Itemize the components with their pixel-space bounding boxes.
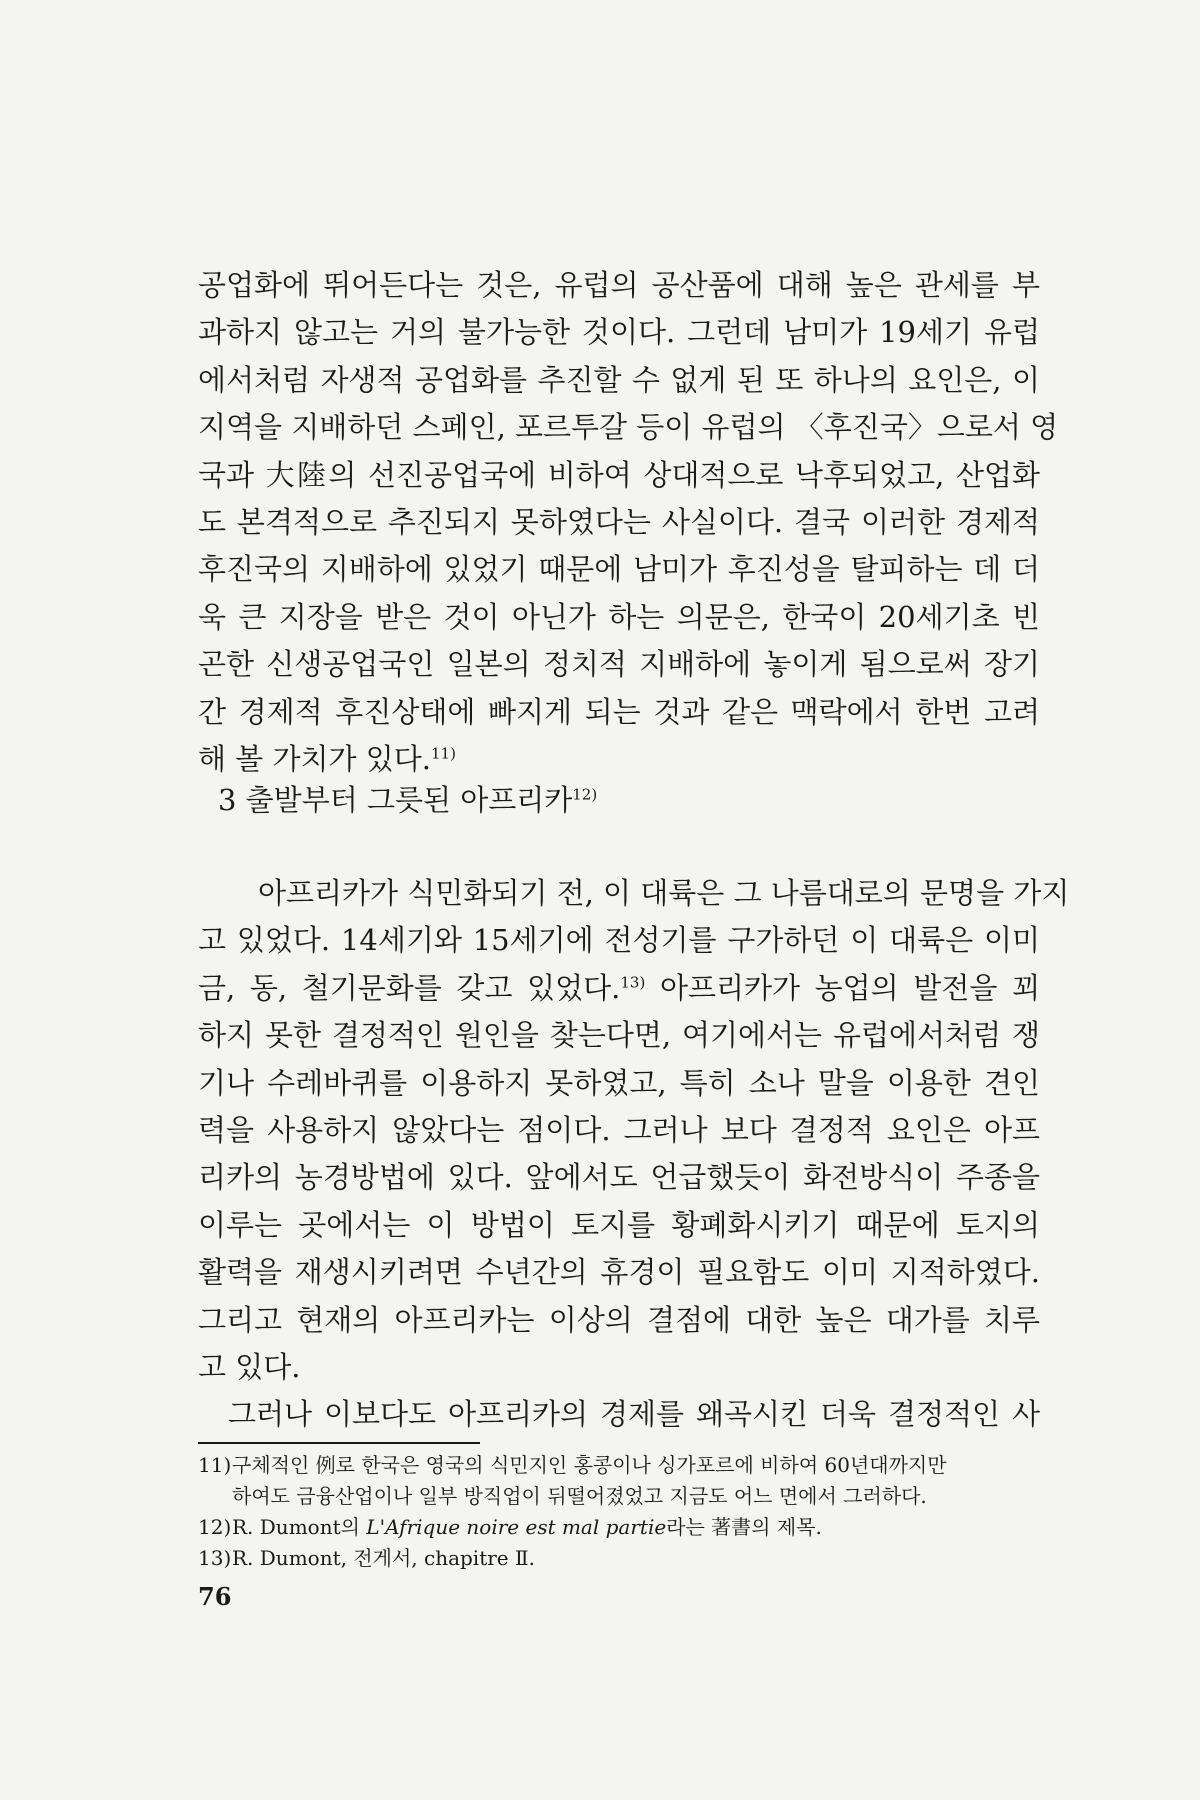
text-line: 아프리카가 식민화되기 전, 이 대륙은 그 나름대로의 문명을 가지 xyxy=(258,876,1070,910)
book-title: L'Afrique noire est mal partie xyxy=(366,1515,667,1539)
text-line: 그러나 이보다도 아프리카의 경제를 왜곡시킨 더욱 결정적인 사 xyxy=(228,1397,1040,1432)
footnote-ref-12: 12) xyxy=(572,785,598,804)
text-line-content: 아프리카가 농업의 발전을 꾀 xyxy=(659,970,1041,1005)
text-line: 도 본격적으로 추진되지 못하였다는 사실이다. 결국 이러한 경제적 xyxy=(198,505,1040,540)
footnote-text: 구체적인 例로 한국은 영국의 식민지인 홍콩이나 싱가포르에 비하여 60년대까지만 xyxy=(232,1453,947,1477)
footnote-text: R. Dumont, 전게서, chapitre Ⅱ. xyxy=(232,1546,535,1570)
text-line: 간 경제적 후진상태에 빠지게 되는 것과 같은 맥락에서 한번 고려 xyxy=(198,694,1040,729)
text-line-content: 해 볼 가치가 있다. xyxy=(198,742,431,777)
text-line: 그리고 현재의 아프리카는 이상의 결점에 대한 높은 대가를 치루 xyxy=(198,1302,1040,1337)
footnotes xyxy=(198,1450,1048,1574)
footnote-divider xyxy=(198,1442,480,1444)
text-line: 기나 수레바퀴를 이용하지 못하였고, 특히 소나 말을 이용한 견인 xyxy=(198,1065,1040,1100)
footnote-number: 11) xyxy=(198,1453,232,1477)
section-heading xyxy=(218,778,597,819)
text-line: 욱 큰 지장을 받은 것이 아닌가 하는 의문은, 한국이 20세기초 빈 xyxy=(198,599,1040,634)
text-line: 에서처럼 자생적 공업화를 추진할 수 없게 된 또 하나의 요인은, 이 xyxy=(198,362,1040,397)
text-line: 리카의 농경방법에 있다. 앞에서도 언급했듯이 화전방식이 주종을 xyxy=(198,1160,1040,1195)
footnote-11-continued: 하여도 금융산업이나 일부 방직업이 뒤떨어졌었고 지금도 어느 면에서 그러하다. xyxy=(232,1484,927,1508)
paragraph-3 xyxy=(198,1391,1040,1438)
footnote-12 xyxy=(198,1512,1048,1543)
text-line: 국과 大陸의 선진공업국에 비하여 상대적으로 낙후되었고, 산업화 xyxy=(198,457,1040,492)
footnote-ref-13: 13) xyxy=(620,973,646,992)
footnote-suffix: 라는 著書의 제목. xyxy=(666,1515,822,1539)
text-line-last xyxy=(198,736,1040,783)
footnote-number: 12) xyxy=(198,1515,232,1539)
text-line: 공업화에 뛰어든다는 것은, 유럽의 공산품에 대해 높은 관세를 부 xyxy=(198,268,1040,302)
footnote-ref-11: 11) xyxy=(430,744,456,763)
footnote-text xyxy=(232,1512,822,1543)
text-line xyxy=(198,965,1040,1012)
text-line-content: 금, 동, 철기문화를 갖고 있었다. xyxy=(198,970,621,1005)
text-line-last: 고 있다. xyxy=(198,1350,301,1385)
footnote-11 xyxy=(198,1450,1048,1481)
text-line: 하지 못한 결정적인 원인을 찾는다면, 여기에서는 유럽에서처럼 쟁 xyxy=(198,1018,1040,1053)
text-line: 곤한 신생공업국인 일본의 정치적 지배하에 놓이게 됨으로써 장기 xyxy=(198,647,1040,682)
paragraph-2 xyxy=(198,870,1070,1439)
paragraph-1 xyxy=(198,262,1059,783)
text-line: 고 있었다. 14세기와 15세기에 전성기를 구가하던 이 대륙은 이미 xyxy=(198,923,1040,958)
text-line: 활력을 재생시키려면 수년간의 휴경이 필요함도 이미 지적하였다. xyxy=(198,1255,1040,1290)
page-number: 76 xyxy=(198,1582,232,1611)
footnote-number: 13) xyxy=(198,1546,232,1570)
footnote-author: R. Dumont의 xyxy=(232,1515,367,1539)
text-line: 후진국의 지배하에 있었기 때문에 남미가 후진성을 탈피하는 데 더 xyxy=(198,552,1040,587)
section-heading-text: 3 출발부터 그릇된 아프리카 xyxy=(218,783,573,817)
text-line: 이루는 곳에서는 이 방법이 토지를 황폐화시키기 때문에 토지의 xyxy=(198,1207,1040,1242)
text-line: 과하지 않고는 거의 불가능한 것이다. 그런데 남미가 19세기 유럽 xyxy=(198,315,1040,350)
footnote-13 xyxy=(198,1543,1048,1574)
text-line: 지역을 지배하던 스페인, 포르투갈 등이 유럽의 〈후진국〉으로서 영 xyxy=(198,410,1059,445)
text-line: 력을 사용하지 않았다는 점이다. 그러나 보다 결정적 요인은 아프 xyxy=(198,1113,1040,1148)
